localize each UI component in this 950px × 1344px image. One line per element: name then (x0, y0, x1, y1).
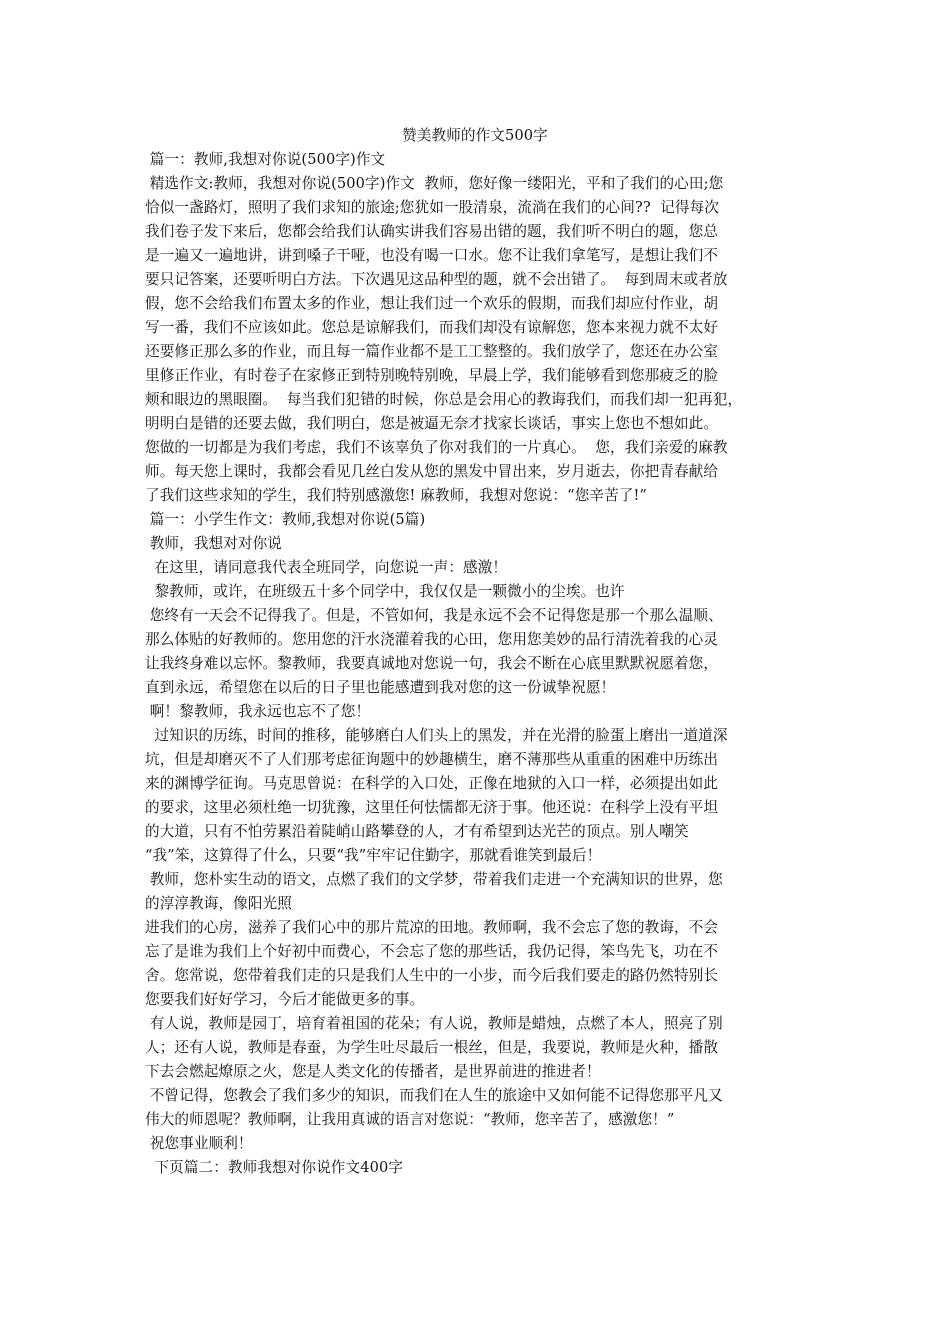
text-line: 假，您不会给我们布置太多的作业，想让我们过一个欢乐的假期，而我们却应付作业，胡 (145, 295, 719, 312)
text-line: 写一番，我们不应该如此。您总是谅解我们，而我们却没有谅解您，您本来视力就不太好 (145, 319, 719, 336)
text-line: “我”笨，这算得了什么，只要“我”牢牢记住勤字，那就看谁笑到最后！ (145, 847, 602, 864)
document-title: 赞美教师的作文500字 (402, 127, 548, 144)
text-line: 的大道，只有不怕劳累沿着陡峭山路攀登的人，才有希望到达光芒的顶点。别人嘲笑 (145, 823, 689, 840)
text-line: 是一遍又一遍地讲，讲到嗓子干哑，也没有喝一口水。您不让我们拿笔写，是想让我们不 (145, 247, 719, 264)
text-line: 过知识的历练，时间的推移，能够磨白人们头上的黑发，并在光滑的脸蛋上磨出一道道深 (145, 727, 728, 744)
text-line: 里修正作业，有时卷子在家修正到特别晚特别晚，早晨上学，我们能够看到您那疲乏的脸 (145, 367, 719, 384)
text-line: 篇一：教师,我想对你说(500字)作文 (145, 151, 386, 168)
text-line: 来的渊博学征询。马克思曾说：在科学的入口处，正像在地狱的入口一样，必须提出如此 (145, 775, 719, 792)
text-line: 祝您事业顺利！ (145, 1135, 253, 1152)
text-line: 教师，我想对对你说 (145, 535, 282, 552)
text-line: 那么体贴的好教师的。您用您的汗水浇灌着我的心田，您用您美妙的品行清洗着我的心灵 (145, 631, 719, 648)
text-line: 教师，您朴实生动的语文，点燃了我们的文学梦，带着我们走进一个充满知识的世界，您 (145, 871, 723, 888)
text-line: 明明白是错的还要去做，我们明白，您是被逼无奈才找家长谈话，事实上您也不想如此。 (145, 415, 719, 432)
text-line: 直到永远，希望您在以后的日子里也能感遭到我对您的这一份诚挚祝愿！ (145, 679, 616, 696)
text-line: 下页篇二：教师我想对你说作文400字 (145, 1159, 404, 1176)
text-line: 了我们这些求知的学生，我们特别感激您! 麻教师，我想对您说：“您辛苦了!” (145, 487, 647, 504)
text-line: 进我们的心房，滋养了我们心中的那片荒凉的田地。教师啊，我不会忘了您的教诲，不会 (145, 919, 719, 936)
text-line: 在这里，请同意我代表全班同学，向您说一声：感激！ (145, 559, 508, 576)
text-line: 下去会燃起燎原之火，您是人类文化的传播者，是世界前进的推进者！ (145, 1063, 601, 1080)
text-line: 伟大的师恩呢？教师啊，让我用真诚的语言对您说：“教师，您辛苦了，感激您！” (145, 1111, 675, 1128)
text-line: 的要求，这里必须杜绝一切犹豫，这里任何怯懦都无济于事。他还说：在科学上没有平坦 (145, 799, 719, 816)
text-line: 舍。您常说，您带着我们走的只是我们人生中的一小步，而今后我们要走的路仍然特别长 (145, 967, 719, 984)
text-line: 颊和眼边的黑眼圈。 每当我们犯错的时候，你总是会用心的教诲我们，而我们却一犯再犯， (145, 391, 743, 408)
text-line: 坑，但是却磨灭不了人们那考虑征询题中的妙趣横生，磨不薄那些从重重的困难中历练出 (145, 751, 719, 768)
text-line: 让我终身难以忘怀。黎教师，我要真诚地对您说一句，我会不断在心底里默默祝愿着您， (145, 655, 719, 672)
text-line: 您终有一天会不记得我了。但是，不管如何，我是永远不会不记得您是那一个那么温顺、 (145, 607, 723, 624)
text-line: 我们卷子发下来后，您都会给我们认确实讲我们容易出错的题，我们听不明白的题，您总 (145, 223, 719, 240)
text-line: 不曾记得，您教会了我们多少的知识，而我们在人生的旅途中又如何能不记得您那平凡又 (145, 1087, 723, 1104)
text-line: 有人说，教师是园丁，培育着祖国的花朵；有人说，教师是蜡烛，点燃了本人，照亮了别 (145, 1015, 723, 1032)
text-line: 精选作文:教师，我想对你说(500字)作文 教师，您好像一缕阳光，平和了我们的心田;您 (145, 175, 724, 192)
text-line: 还要修正那么多的作业，而且每一篇作业都不是工工整整的。我们放学了，您还在办公室 (145, 343, 719, 360)
text-line: 您要我们好好学习，今后才能做更多的事。 (145, 991, 425, 1008)
text-line: 啊！黎教师，我永远也忘不了您！ (145, 703, 371, 720)
text-line: 黎教师，或许，在班级五十多个同学中，我仅仅是一颗微小的尘埃。也许 (145, 583, 625, 600)
text-line: 要只记答案，还要听明白方法。下次遇见这品种型的题，就不会出错了。 每到周末或者放 (145, 271, 728, 288)
text-line: 的淳淳教诲，像阳光照 (145, 895, 292, 912)
text-line: 师。每天您上课时，我都会看见几丝白发从您的黑发中冒出来，岁月逝去，你把青春献给 (145, 463, 719, 480)
text-line: 忘了是谁为我们上个好初中而费心，不会忘了您的那些话，我仍记得，笨鸟先飞，功在不 (145, 943, 719, 960)
text-line: 篇一：小学生作文：教师,我想对你说(5篇) (145, 511, 426, 528)
text-line: 人；还有人说，教师是春蚕，为学生吐尽最后一根丝，但是，我要说，教师是火种，播散 (145, 1039, 719, 1056)
text-line: 恰似一盏路灯，照明了我们求知的旅途;您犹如一股清泉，流淌在我们的心间?? 记得每次 (145, 199, 720, 216)
text-line: 您做的一切都是为我们考虑，我们不该辜负了你对我们的一片真心。 您，我们亲爱的麻教 (145, 439, 728, 456)
